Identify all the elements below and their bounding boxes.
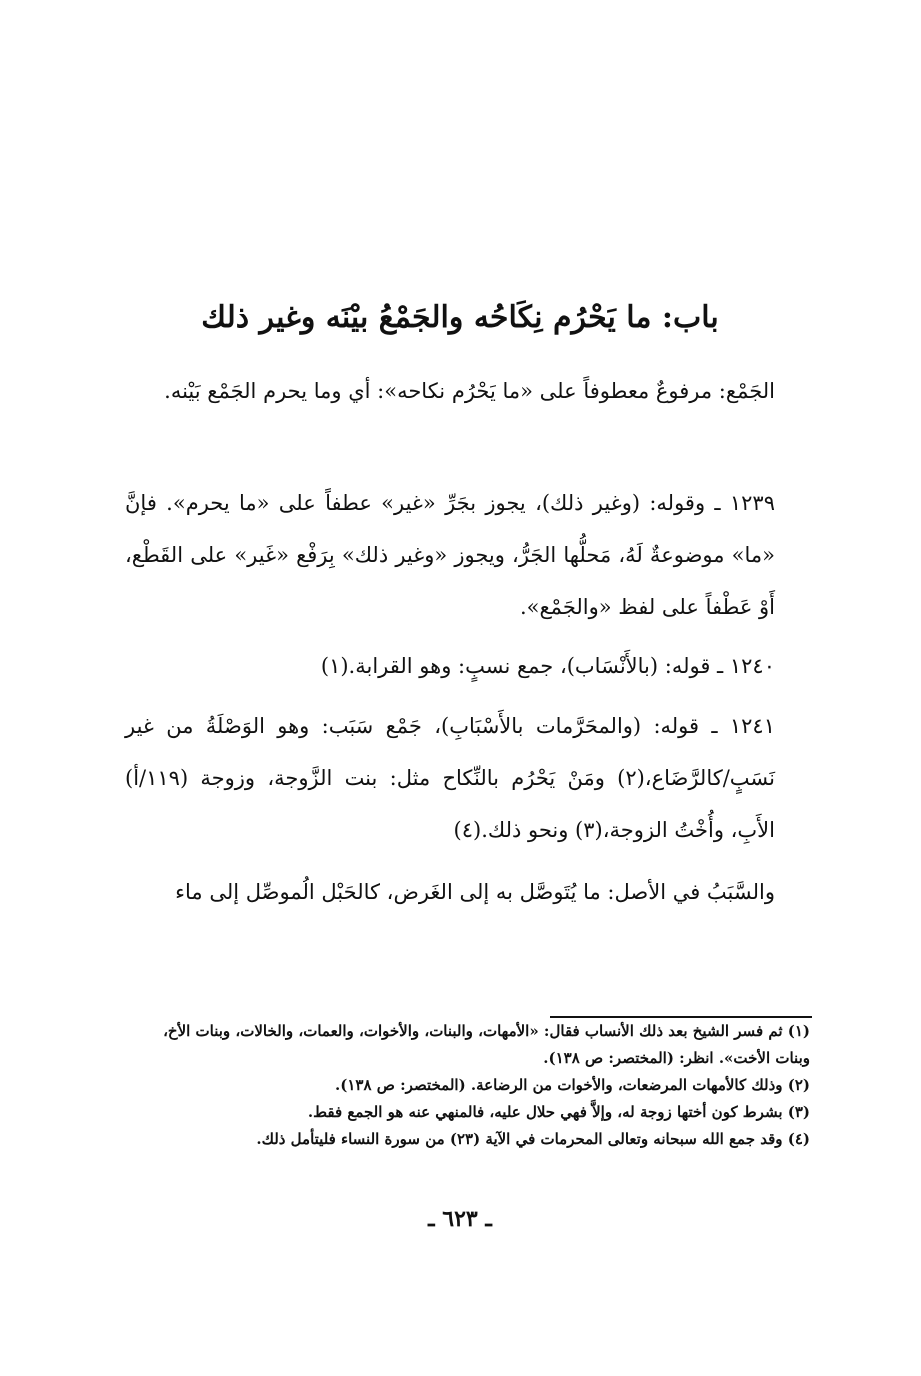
page-number: ـ ٦٢٣ ـ (428, 1206, 492, 1232)
footnotes-list (130, 1018, 810, 1153)
footnote-2: (٢) وذلك كالأمهات المرضعات، والأخوات من الرضاعة. (المختصر: ص ١٣٨). (335, 1076, 810, 1094)
paragraph-definition: الجَمْع: مرفوعٌ معطوفاً على «ما يَحْرُم نكاحه»: أي وما يحرم الجَمْع بَيْنه. (164, 379, 775, 403)
paragraph-sabab: والسَّبَبُ في الأصل: ما يُتَوصَّل به إلى الغَرض، كالحَبْل الُموصِّل إلى ماء (175, 880, 775, 904)
footnote-3: (٣) بشرط كون أختها زوجة له، وإلاَّ فهي حلال عليه، فالمنهي عنه هو الجمع فقط. (307, 1103, 810, 1121)
paragraph-1241: ١٢٤١ ـ قوله: (والمحَرَّمات بالأَسْبَابِ)، جَمْع سَبَب: وهو الوَصْلَةُ من غير نَسَبٍ/كالرَّضَاع،(٢) ومَنْ يَحْرُم بالنِّكاح مثل: بنت الزَّوجة، وزوجة (١١٩/أ) الأَبِ، وأُخْتُ الزوجة،(٣) ونحو ذلك.(٤) (125, 714, 775, 842)
footnote-4: (٤) وقد جمع الله سبحانه وتعالى المحرمات في الآية (٢٣) من سورة النساء فليتأمل ذلك. (256, 1130, 810, 1148)
paragraph-1239: ١٢٣٩ ـ وقوله: (وغير ذلك)، يجوز بجَرِّ «غير» عطفاً على «ما يحرم». فإنَّ «ما» موضوعةٌ لَهُ، مَحلُّها الجَرُّ، ويجوز «وغير ذلك» بِرَفْع «غَير» على القَطْع، أَوْ عَطْفاً على لفظ «والجَمْع». (125, 491, 775, 619)
footnote-1: (١) ثم فسر الشيخ بعد ذلك الأنساب فقال: «الأمهات، والبنات، والأخوات، والعمات، والخالات، وبنات الأخ، وبنات الأخت». انظر: (المختصر: ص ١٣٨). (163, 1022, 810, 1067)
chapter-heading: باب: ما يَحْرُم نِكَاحُه والجَمْعُ بيْنَه وغير ذلك (201, 300, 719, 335)
paragraph-1240: ١٢٤٠ ـ قوله: (بالأَنْسَاب)، جمع نسبٍ: وهو القرابة.(١) (320, 654, 775, 678)
